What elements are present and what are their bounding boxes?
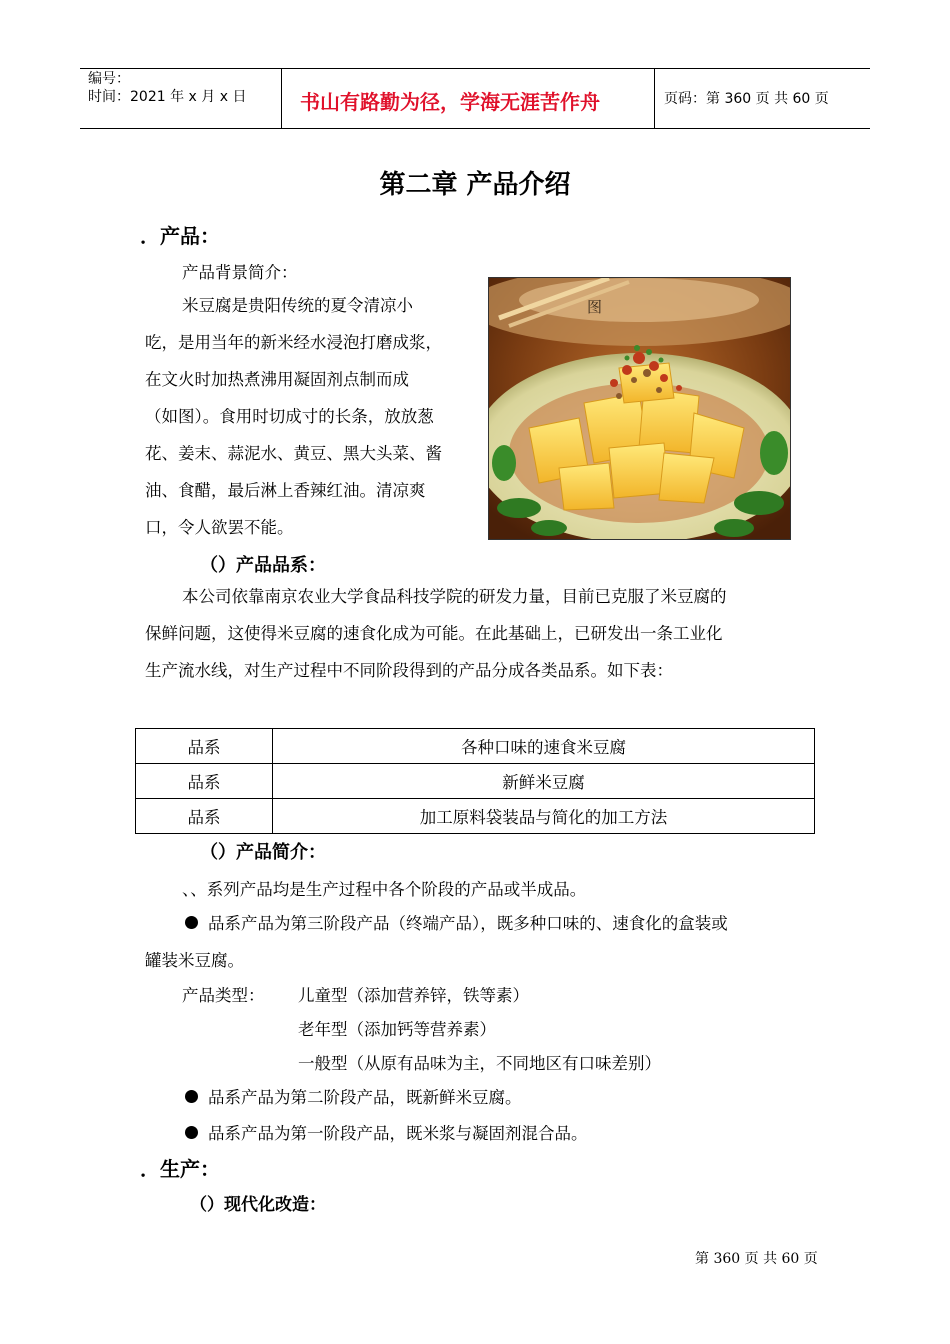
bullet-icon <box>185 1126 198 1139</box>
table-cell-desc: 各种口味的速食米豆腐 <box>273 729 815 764</box>
footer-page-info: 第 360 页 共 60 页 <box>695 1251 818 1267</box>
type-item: 老年型（添加钙等营养素） <box>298 1020 496 1039</box>
intro-paragraph <box>145 287 490 546</box>
header-divider-2 <box>654 68 655 128</box>
header-page-info: 页码：第 360 页 共 60 页 <box>664 91 829 107</box>
intro2-line: 、、系列产品均是生产过程中各个阶段的产品或半成品。 <box>182 880 587 899</box>
table-cell-series: 品系 <box>136 729 273 764</box>
intro-line: 在文火时加热煮沸用凝固剂点制而成 <box>145 370 409 389</box>
bullet-text: 品系产品为第二阶段产品，既新鲜米豆腐。 <box>208 1088 522 1107</box>
header-motto: 书山有路勤为径，学海无涯苦作舟 <box>300 90 600 114</box>
table-cell-series: 品系 <box>136 764 273 799</box>
intro-line: （如图）。食用时切成寸的长条，放放葱 <box>145 407 434 426</box>
subheading-product-series: （）产品品系： <box>200 555 326 576</box>
type-item: 一般型（从原有品味为主，不同地区有口味差别） <box>298 1054 661 1073</box>
subheading-product-intro: （）产品简介： <box>200 842 326 863</box>
bullet-item-2 <box>185 1084 522 1108</box>
type-item: 儿童型（添加营养锌，铁等素） <box>298 986 529 1005</box>
series-line: 本公司依靠南京农业大学食品科技学院的研发力量，目前已克服了米豆腐的 <box>182 587 727 606</box>
series-line: 生产流水线，对生产过程中不同阶段得到的产品分成各类品系。如下表： <box>145 661 673 680</box>
table-row <box>136 729 815 764</box>
series-line: 保鲜问题，这使得米豆腐的速食化成为可能。在此基础上，已研发出一条工业化 <box>145 624 723 643</box>
intro-line: 吃，是用当年的新米经水浸泡打磨成浆， <box>145 333 442 352</box>
header-time: 时间：2021 年 x 月 x 日 <box>88 89 247 105</box>
header-number: 编号： <box>88 71 130 87</box>
series-paragraph <box>145 578 815 689</box>
table-row <box>136 799 815 834</box>
section-heading-product: ．产品： <box>140 224 220 248</box>
bullet-item-3 <box>185 1120 588 1144</box>
table-cell-desc: 加工原料袋装品与简化的加工方法 <box>273 799 815 834</box>
header-divider-1 <box>281 68 282 128</box>
bullet-icon <box>185 1090 198 1103</box>
bullet-icon <box>185 916 198 929</box>
subheading-modernization: （）现代化改造： <box>190 1195 326 1215</box>
rice-tofu-illustration <box>489 278 790 539</box>
table-cell-series: 品系 <box>136 799 273 834</box>
rice-tofu-photo <box>488 277 791 540</box>
product-series-table <box>135 728 815 834</box>
bullet-text: 品系产品为第三阶段产品（终端产品），既多种口味的、速食化的盒装或 <box>208 914 728 933</box>
table-row <box>136 764 815 799</box>
header-bottom-rule <box>80 128 870 129</box>
page-title: 第二章 产品介绍 <box>379 170 571 200</box>
intro-label: 产品背景简介： <box>182 263 298 282</box>
bullet-text: 品系产品为第一阶段产品，既米浆与凝固剂混合品。 <box>208 1124 588 1143</box>
types-label: 产品类型： <box>182 986 265 1005</box>
bullet-item-1 <box>185 910 728 934</box>
figure-label: 图 <box>587 298 603 316</box>
intro-line: 花、姜末、蒜泥水、黄豆、黑大头菜、酱 <box>145 444 442 463</box>
bullet-item-1-cont: 罐装米豆腐。 <box>145 951 244 970</box>
intro-line: 口，令人欲罢不能。 <box>145 518 294 537</box>
table-cell-desc: 新鲜米豆腐 <box>273 764 815 799</box>
intro-line: 油、食醋，最后淋上香辣红油。清凉爽 <box>145 481 426 500</box>
intro-line: 米豆腐是贵阳传统的夏令清凉小 <box>182 296 413 315</box>
header-top-rule <box>80 68 870 69</box>
section-heading-production: ．生产： <box>140 1157 220 1181</box>
